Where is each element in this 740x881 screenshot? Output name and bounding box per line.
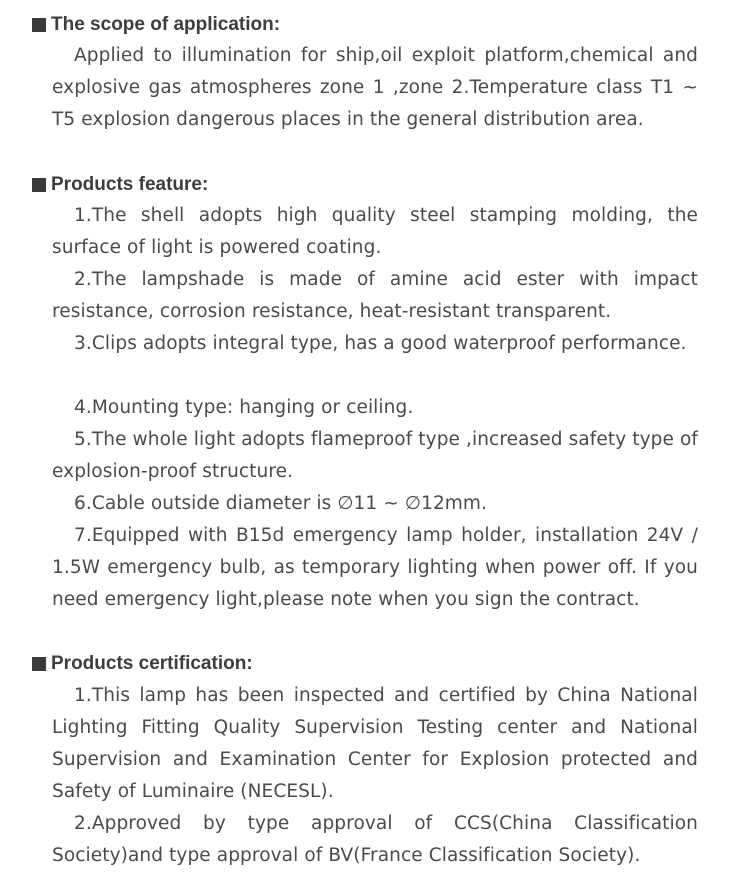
certification-item-2: 2.Approved by type approval of CCS(China Classification Society)and type approval of BV(France Classification Society). — [52, 813, 698, 866]
certification-item-1: 1.This lamp has been inspected and certified by China National Lighting Fitting Quality Supervision Testing center and National Supervision and Examination Center for Explosion protected and Safety of Luminaire (NECESL). — [52, 685, 698, 802]
feature-item-3: 3.Clips adopts integral type, has a good waterproof performance. — [74, 333, 687, 354]
section-title: Products certification: — [51, 653, 253, 674]
feature-item-2: 2.The lampshade is made of amine acid ester with impact resistance, corrosion resistance, heat-resistant transparent. — [52, 269, 698, 322]
feature-item-6: 6.Cable outside diameter is ∅11 ~ ∅12mm. — [74, 493, 488, 514]
square-bullet-icon — [32, 178, 46, 192]
section-heading-scope — [32, 13, 280, 37]
feature-item-4: 4.Mounting type: hanging or ceiling. — [74, 397, 414, 418]
section-heading-certification — [32, 652, 253, 676]
square-bullet-icon — [32, 657, 46, 671]
section-title: Products feature: — [51, 174, 209, 195]
section-heading-features — [32, 173, 208, 197]
square-bullet-icon — [32, 18, 46, 32]
section-title: The scope of application: — [51, 14, 281, 35]
scope-paragraph: Applied to illumination for ship,oil exploit platform,chemical and explosive gas atmospheres zone 1 ,zone 2.Temperature class T1 ~ T5 explosion dangerous places in the general distribution area. — [52, 45, 698, 130]
feature-item-7: 7.Equipped with B15d emergency lamp holder, installation 24V / 1.5W emergency bulb, as temporary lighting when power off. If you need emergency light,please note when you sign the contract. — [52, 525, 698, 610]
feature-item-1: 1.The shell adopts high quality steel stamping molding, the surface of light is powered coating. — [52, 205, 698, 258]
feature-item-5: 5.The whole light adopts flameproof type ,increased safety type of explosion-proof structure. — [52, 429, 698, 482]
